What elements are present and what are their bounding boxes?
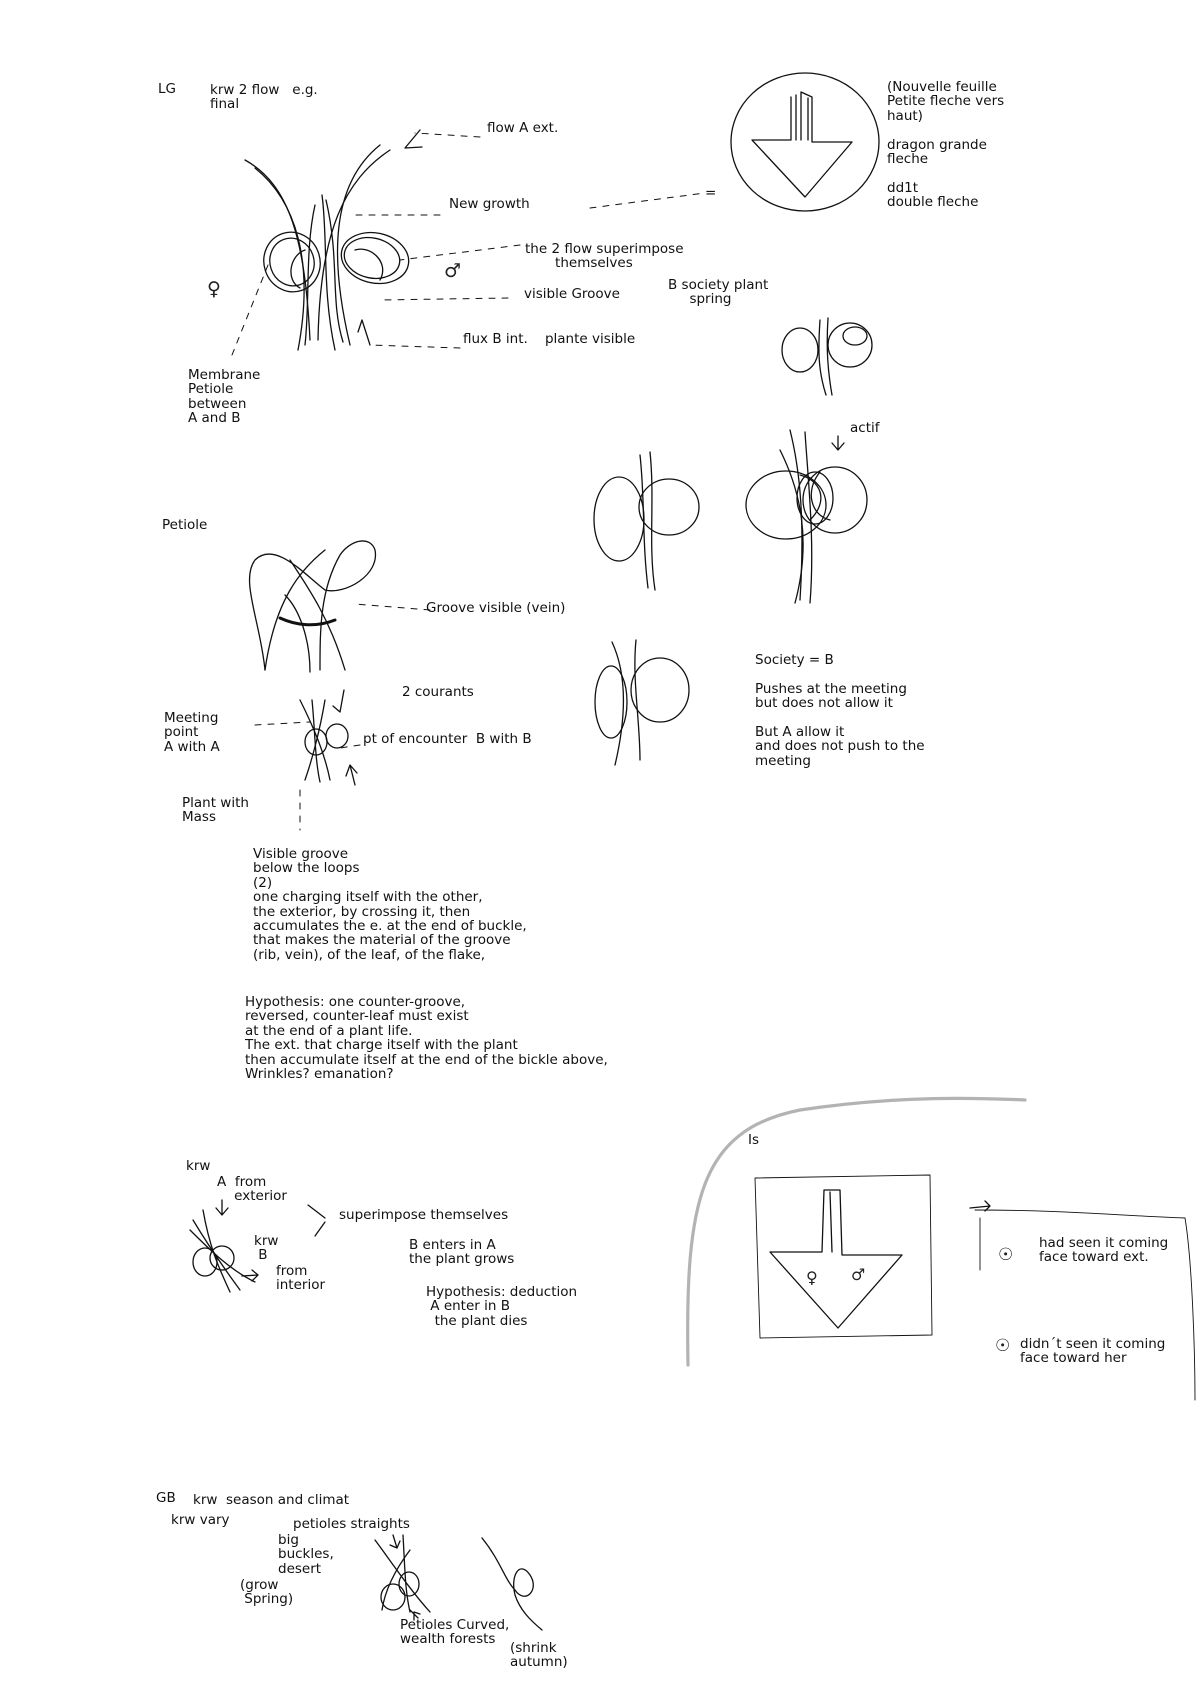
- actif-sketch: [746, 430, 867, 603]
- hypothesis-text: Hypothesis: one counter-groove, reversed, counter-leaf must exist at the end of a plant life. The ext. that charge itself with the plant then accumulate itself at the end of the bickle above, Wrinkles? emanation?: [245, 994, 608, 1083]
- petiole-sketch: [250, 541, 430, 672]
- groove-notes: Visible groove below the loops (2) one charging itself with the other, the exterior, by crossing it, then accumulates the e. at the end of buckle, that makes the material of the groove (rib, vein), of the leaf, of the flake,: [253, 846, 527, 963]
- is-female-symbol: ♀: [806, 1268, 818, 1287]
- actif-label: actif: [850, 420, 880, 436]
- membrane-label: Membrane Petiole between A and B: [188, 367, 261, 427]
- krw-b-label: krw B: [254, 1233, 279, 1264]
- krw-label: krw: [186, 1158, 211, 1174]
- petioles-curved-label: Petioles Curved, wealth forests: [400, 1617, 510, 1648]
- plant-mass-label: Plant with Mass: [182, 795, 249, 826]
- male-symbol: ♂: [444, 260, 462, 282]
- had-seen-label: had seen it coming face toward ext.: [1039, 1235, 1169, 1266]
- lg-plant-sketch: [245, 145, 413, 350]
- gb-sketch: [375, 1535, 542, 1630]
- female-symbol: ♀: [207, 278, 221, 300]
- middle-plant-sketch: [594, 452, 699, 590]
- b-enters-label: B enters in A the plant grows: [409, 1237, 515, 1268]
- seen-face-icon: ☉: [998, 1245, 1014, 1265]
- petiole-label: Petiole: [162, 517, 208, 533]
- hypothesis-deduction: Hypothesis: deduction A enter in B the plant dies: [426, 1284, 578, 1329]
- superimpose-themselves-label: superimpose themselves: [339, 1207, 509, 1223]
- flow-a-label: flow A ext.: [487, 120, 559, 136]
- from-interior-label: from interior: [276, 1263, 326, 1294]
- society-text: Society = B Pushes at the meeting but does not allow it But A allow it and does not push to the meeting: [755, 652, 925, 769]
- two-courants-label: 2 courants: [402, 684, 474, 700]
- groove-vein-label: Groove visible (vein): [426, 600, 566, 616]
- arrow-circle-notes: (Nouvelle feuille Petite fleche vers haut) dragon grande fleche dd1t double fleche: [887, 79, 1005, 211]
- b-society-label: B society plant spring: [668, 277, 769, 308]
- shrink-autumn-label: (shrink autumn): [510, 1640, 568, 1671]
- lower-plant-sketch: [595, 640, 689, 765]
- krw-vary-label: krw vary: [171, 1512, 230, 1528]
- encounter-label: pt of encounter B with B: [363, 731, 532, 747]
- flux-b-label: flux B int. plante visible: [463, 331, 636, 347]
- lg-title: krw 2 flow e.g. final: [210, 82, 318, 113]
- petioles-straight-label: petioles straights: [293, 1516, 410, 1532]
- new-growth-label: New growth: [449, 196, 530, 212]
- meeting-point-label: Meeting point A with A: [164, 710, 220, 755]
- lg-label: LG: [158, 81, 176, 97]
- unseen-face-icon: ☉: [995, 1336, 1011, 1356]
- superimpose-label: the 2 flow superimpose themselves: [525, 241, 684, 272]
- arrow-circle-sketch: [731, 73, 879, 211]
- gb-title: krw season and climat: [193, 1492, 350, 1508]
- big-buckles-label: big buckles, desert: [278, 1532, 334, 1577]
- is-male-symbol: ♂: [851, 1265, 866, 1284]
- is-label: Is: [748, 1132, 760, 1148]
- didnt-seen-label: didn´t seen it coming face toward her: [1020, 1336, 1166, 1367]
- gb-label: GB: [156, 1490, 176, 1506]
- meeting-sketch: [255, 690, 360, 830]
- a-from-exterior-label: A from exterior: [217, 1174, 287, 1205]
- grow-spring-label: (grow Spring): [240, 1577, 294, 1608]
- equals-sign: =: [705, 185, 717, 201]
- visible-groove-label: visible Groove: [524, 286, 620, 302]
